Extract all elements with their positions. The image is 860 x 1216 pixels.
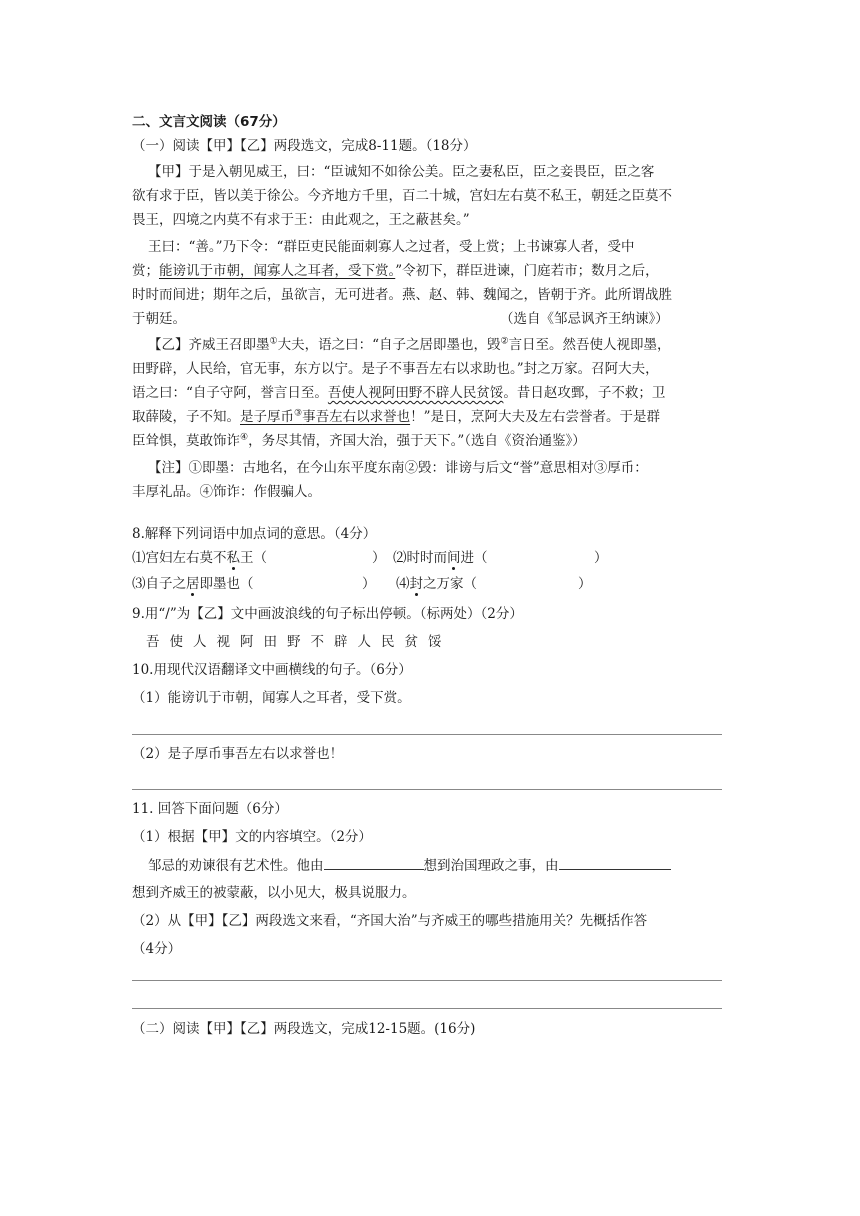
passage-jia-line-3: 畏王，四境之内莫不有求于王：由此观之，王之蔽甚矣。” (132, 212, 470, 228)
passage-yi-line-2: 田野辟，人民给，官无事，东方以宁。是子不事吾左右以求助也。”封之万家。召阿大夫， (132, 361, 659, 377)
q11-sub2-line-1: （2）从【甲】【乙】两段选文来看，“齐国大治”与齐威王的哪些措施用关？先概括作答 (132, 913, 648, 929)
q10-stem: 10.用现代汉语翻译文中画横线的句子。（6分） (132, 662, 412, 678)
yi-l1-b: 大夫，语之曰：“自子之居即墨也，毁 (277, 337, 501, 353)
q8-item-1 (132, 548, 267, 568)
q11-sub1: （1）根据【甲】文的内容填空。（2分） (132, 829, 372, 845)
yi-l1-c: 言日至。然吾使人视即墨， (508, 337, 671, 353)
yi-l5-b: ，务尽其情，齐国大治，强于天下。”（选自《资治通鉴》） (248, 433, 586, 449)
q8-3-post: 即墨也（ (199, 576, 254, 592)
q8-3-dotted-word: 居 (186, 576, 200, 592)
q8-2-post: 进（ (460, 550, 488, 566)
q10-sentence-1: （1）能谤讥于市朝，闻寡人之耳者，受下赏。 (132, 690, 411, 706)
q11-blank-1[interactable] (324, 855, 424, 870)
q8-1-pre: ⑴宫妇左右莫不 (132, 550, 227, 566)
q8-3-pre: ⑶自子之 (132, 576, 186, 592)
q8-item-3-close: ） (362, 576, 376, 592)
q9-stem: 9.用“/”为【乙】文中画波浪线的句子标出停顿。（标两处）（2分） (132, 606, 523, 622)
jia-source: （选自《邹忌讽齐王纳谏》） (500, 311, 669, 327)
q11-sub2-line-2: （4分） (132, 941, 182, 957)
q11-fill-a: 邹忌的劝谏很有艺术性。他由 (148, 858, 324, 874)
yi-l1-a: 【乙】齐威王召即墨 (148, 337, 270, 353)
q8-1-dotted-word: 私 (226, 550, 240, 566)
q8-item-3 (132, 574, 254, 594)
q8-1-post: 王（ (240, 550, 267, 566)
passage-jia-line-2: 欲有求于臣，皆以美于徐公。今齐地方千里，百二十城，宫妇左右莫不私王，朝廷之臣莫不 (132, 188, 672, 204)
part2-intro: （二）阅读【甲】【乙】两段选文，完成12-15题。(16分) (132, 1021, 476, 1037)
note-marker-2: ② (500, 336, 509, 347)
notes-line-2: 丰厚礼品。④饰诈：作假骗人。 (132, 484, 321, 500)
passage-yi-line-1 (148, 335, 671, 355)
note-marker-1: ① (269, 336, 278, 347)
q9-sentence: 吾使人视阿田野不辟人民贫馁 (146, 634, 452, 650)
passage-yi-line-4 (132, 407, 660, 427)
q8-4-pre: ⑷ (396, 576, 410, 592)
q10-sentence-2: （2）是子厚币事吾左右以求誉也！ (132, 746, 344, 762)
note-marker-4: ④ (240, 432, 249, 443)
q8-item-1-close: ） (372, 550, 386, 566)
q8-item-4-close: ） (578, 576, 592, 592)
passage-jia2-line-3: 时时而间进；期年之后，虽欲言，无可进者。燕、赵、韩、魏闻之，皆朝于齐。此所谓战胜 (132, 287, 672, 303)
section-title: 二、文言文阅读（67分） (132, 114, 286, 130)
passage-yi-line-5 (132, 431, 586, 451)
jia2-pre: 赏； (132, 263, 159, 279)
yi-l4-under-a: 是子厚币 (240, 409, 294, 425)
note-marker-3: ③ (294, 408, 303, 419)
q8-item-4 (396, 574, 477, 594)
q11-fill-line-2: 想到齐威王的被蒙蔽，以小见大，极具说服力。 (132, 885, 416, 901)
notes-line-1: 【注】①即墨：古地名，在今山东平度东南②毁：诽谤与后文“誉”意思相对③厚币： (148, 460, 648, 476)
yi-l4-under-b: 事吾左右以求誉也 (302, 409, 411, 425)
passage-jia2-line-4: 于朝廷。 (132, 311, 186, 327)
yi-l5-a: 臣耸惧，莫敢饰诈 (132, 433, 240, 449)
underlined-sentence-2 (240, 409, 410, 425)
passage-jia2-line-1: 王曰：“善。”乃下令：“群臣吏民能面刺寡人之过者，受上赏；上书谏寡人者，受中 (148, 239, 635, 255)
wavy-sentence: 吾使人视阿田野不辟人民贫馁 (327, 385, 504, 401)
q11-fill-line-1 (148, 855, 671, 876)
passage-jia2-line-2 (132, 261, 659, 281)
jia2-post: ”令初下，群臣进谏，门庭若市；数月之后， (395, 263, 659, 279)
q8-item-2 (393, 548, 488, 568)
underlined-sentence-1: 能谤讥于市朝，闻寡人之耳者，受下赏。 (159, 263, 396, 279)
q11-stem: 11. 回答下面问题（6分） (132, 801, 288, 817)
q8-2-pre: ⑵时时而 (393, 550, 447, 566)
q11-answer-line-1[interactable] (132, 980, 722, 981)
q10-answer-line-1[interactable] (132, 734, 722, 735)
yi-l3-pre: 语之曰：“自子守阿，誉言日至。 (132, 385, 328, 401)
q11-answer-line-2[interactable] (132, 1008, 722, 1009)
q8-2-dotted-word: 间 (447, 550, 461, 566)
q11-blank-2[interactable] (559, 855, 671, 870)
q11-fill-b: 想到治国理政之事，由 (423, 858, 559, 874)
q8-4-post: 之万家（ (423, 576, 477, 592)
q10-answer-line-2[interactable] (132, 789, 722, 790)
passage-jia-line-1: 【甲】于是入朝见威王，曰：“臣诚知不如徐公美。臣之妻私臣，臣之妾畏臣，臣之客 (148, 164, 655, 180)
q8-4-dotted-word: 封 (409, 576, 423, 592)
q8-stem: 8.解释下列词语中加点词的意思。（4分） (132, 526, 377, 542)
passage-yi-line-3 (132, 383, 665, 403)
yi-l4-pre: 取薛陵，子不知。 (132, 409, 240, 425)
yi-l4-post: ！”是日，烹阿大夫及左右尝誉者。于是群 (410, 409, 660, 425)
q8-item-2-close: ） (594, 550, 608, 566)
yi-l3-post: 。昔日赵攻鄄，子不救；卫 (503, 385, 666, 401)
part1-intro: （一）阅读【甲】【乙】两段选文，完成8-11题。（18分） (132, 138, 477, 154)
